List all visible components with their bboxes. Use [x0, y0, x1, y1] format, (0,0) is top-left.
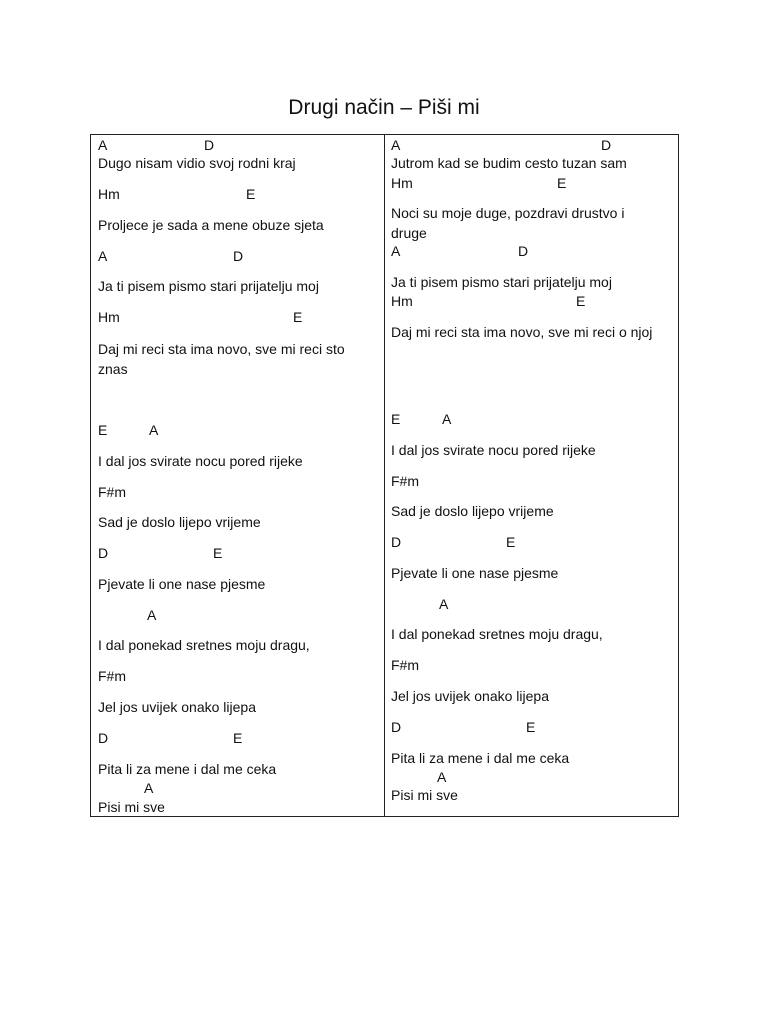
lyric-line: Pita li za mene i dal me ceka — [98, 761, 277, 777]
chord: Hm — [98, 186, 120, 202]
chord: F#m — [98, 484, 126, 500]
chord: A — [147, 607, 157, 623]
chord: F#m — [391, 657, 419, 673]
chord: D — [391, 534, 402, 550]
chord: A — [144, 780, 154, 796]
lyric-line: Pisi mi sve — [98, 799, 165, 815]
chord: D — [518, 243, 529, 259]
chord: D — [204, 137, 215, 153]
lyric-line: druge — [391, 225, 427, 241]
lyric-line: Daj mi reci sta ima novo, sve mi reci o njoj — [391, 324, 653, 340]
column-divider — [384, 135, 385, 816]
lyric-line: znas — [98, 361, 128, 377]
lyric-line: Pisi mi sve — [391, 787, 458, 803]
chord: A — [98, 137, 108, 153]
lyric-line: Jel jos uvijek onako lijepa — [98, 699, 256, 715]
lyric-line: Ja ti pisem pismo stari prijatelju moj — [391, 274, 612, 290]
chord: E — [526, 719, 536, 735]
chord: E — [391, 411, 401, 427]
lyric-line: I dal ponekad sretnes moju dragu, — [391, 626, 603, 642]
chord: D — [391, 719, 402, 735]
chord: F#m — [98, 668, 126, 684]
lyric-line: Sad je doslo lijepo vrijeme — [98, 514, 261, 530]
chord: A — [98, 248, 108, 264]
chord: Hm — [391, 175, 413, 191]
lyric-line: Daj mi reci sta ima novo, sve mi reci sto — [98, 341, 345, 357]
chord: E — [506, 534, 516, 550]
lyric-line: Ja ti pisem pismo stari prijatelju moj — [98, 278, 319, 294]
lyric-line: I dal jos svirate nocu pored rijeke — [391, 442, 596, 458]
lyric-line: Jutrom kad se budim cesto tuzan sam — [391, 155, 627, 171]
page-title: Drugi način – Piši mi — [288, 96, 480, 119]
chord: E — [557, 175, 567, 191]
chord: E — [576, 293, 586, 309]
lyric-line: Noci su moje duge, pozdravi drustvo i — [391, 205, 625, 221]
chord: A — [149, 422, 159, 438]
chord: Hm — [391, 293, 413, 309]
chord: E — [213, 545, 223, 561]
lyric-line: Sad je doslo lijepo vrijeme — [391, 503, 554, 519]
chord: D — [233, 248, 244, 264]
chord: A — [439, 596, 449, 612]
chord: E — [233, 730, 243, 746]
chord: A — [437, 769, 447, 785]
chord: Hm — [98, 309, 120, 325]
lyrics-table — [90, 134, 679, 817]
lyric-line: I dal jos svirate nocu pored rijeke — [98, 453, 303, 469]
lyric-line: Pjevate li one nase pjesme — [98, 576, 266, 592]
chord: A — [391, 137, 401, 153]
chord: D — [98, 730, 109, 746]
chord: A — [391, 243, 401, 259]
lyric-line: Proljece je sada a mene obuze sjeta — [98, 217, 324, 233]
lyric-line: I dal ponekad sretnes moju dragu, — [98, 637, 310, 653]
lyric-line: Pjevate li one nase pjesme — [391, 565, 559, 581]
chord: D — [98, 545, 109, 561]
chord: E — [246, 186, 256, 202]
lyric-line: Dugo nisam vidio svoj rodni kraj — [98, 155, 296, 171]
lyric-line: Pita li za mene i dal me ceka — [391, 750, 570, 766]
chord: F#m — [391, 473, 419, 489]
chord: E — [293, 309, 303, 325]
lyric-line: Jel jos uvijek onako lijepa — [391, 688, 549, 704]
chord: A — [442, 411, 452, 427]
chord: D — [601, 137, 612, 153]
chord: E — [98, 422, 108, 438]
